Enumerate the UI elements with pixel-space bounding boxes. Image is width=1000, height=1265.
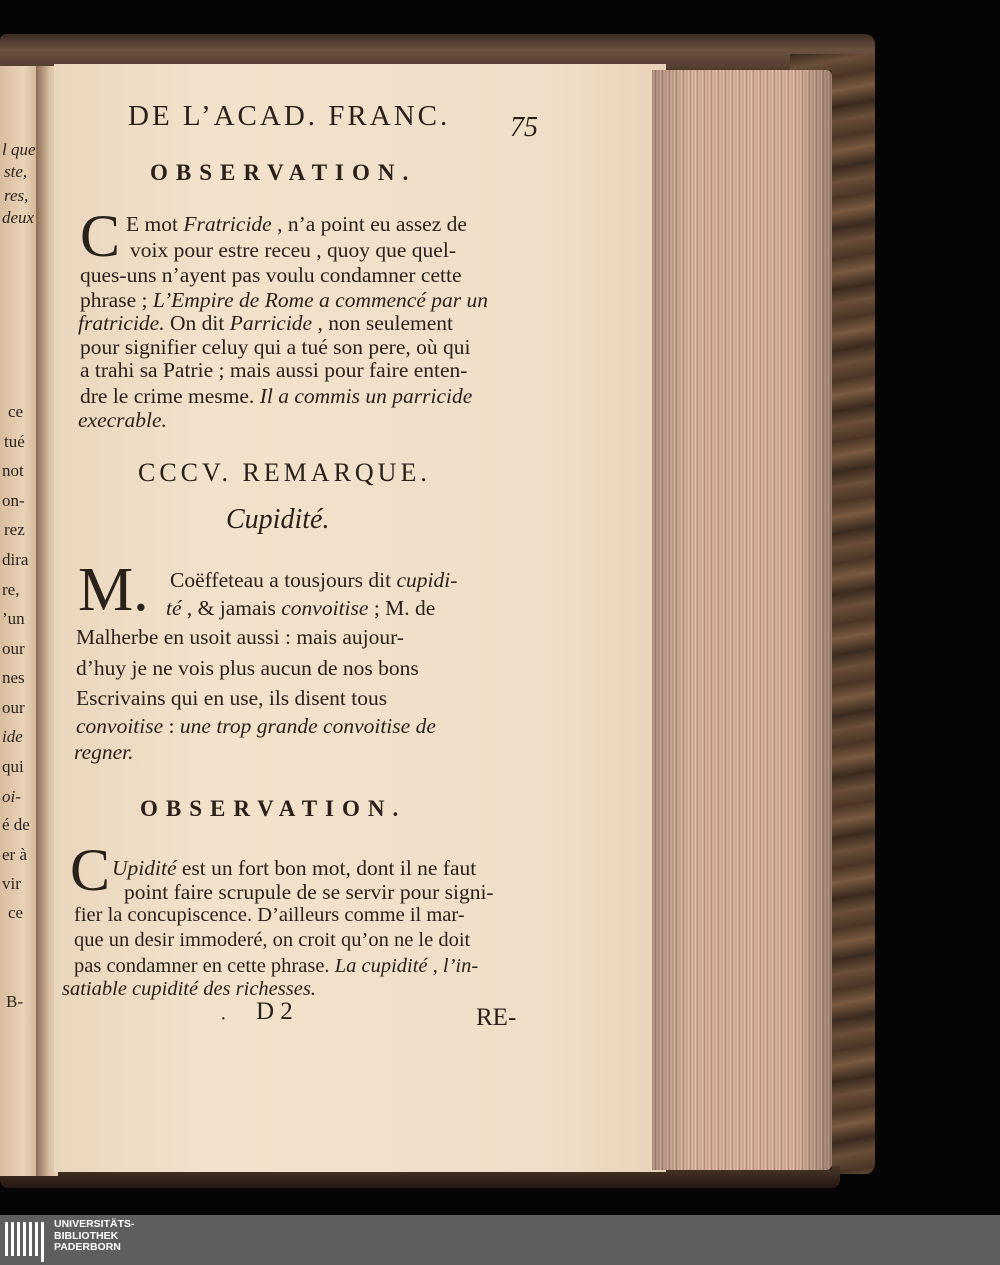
text-line: satiable cupidité des richesses.: [62, 978, 316, 1000]
fragment-text: ce: [8, 402, 24, 421]
text-line: fier la concupiscence. D’ailleurs comme il mar-: [74, 904, 465, 926]
fragment-text: our: [2, 639, 25, 658]
fragment-text: ste,: [4, 162, 28, 181]
fragment-text: not: [2, 461, 24, 480]
catchword: RE-: [476, 1004, 517, 1031]
text-line: pas condamner en cette phrase. La cupidité , l’in-: [74, 955, 479, 977]
fragment-text: our: [2, 698, 25, 717]
fragment-text: rez: [4, 520, 25, 539]
fragment-text: on-: [2, 491, 25, 510]
fragment-text: é de: [2, 815, 30, 834]
text-line: fratricide. On dit Parricide , non seulement: [78, 311, 454, 335]
footer-dot: ·: [220, 1008, 227, 1030]
fragment-text: oi-: [2, 787, 21, 806]
text-line: point faire scrupule de se servir pour signi-: [124, 880, 494, 904]
text-line: convoitise : une trop grande convoitise de: [76, 714, 436, 738]
text-line: phrase ; L’Empire de Rome a commencé par un: [80, 288, 488, 312]
observation-heading: OBSERVATION.: [150, 160, 417, 185]
fragment-text: ’un: [2, 609, 25, 628]
fragment-text: res,: [4, 186, 29, 205]
drop-capital: C: [80, 203, 121, 269]
fragment-text: tué: [4, 432, 25, 451]
text-line: Upidité est un fort bon mot, dont il ne faut: [112, 856, 477, 880]
page-number: 75: [510, 112, 538, 143]
text-line: pour signifier celuy qui a tué son pere, où qui: [80, 335, 471, 359]
library-name: [54, 1219, 135, 1254]
fragment-text: re,: [2, 580, 20, 599]
fragment-text: dira: [2, 550, 29, 569]
text-line: que un desir immoderé, on croit qu’on ne le doit: [74, 929, 471, 951]
library-logo-icon: [4, 1218, 48, 1262]
library-name-line: PADERBORN: [54, 1241, 121, 1253]
drop-capital: M.: [78, 556, 149, 624]
text-line: voix pour estre receu , quoy que quel-: [130, 238, 456, 262]
drop-capital: C: [70, 837, 111, 903]
text-line: té , & jamais convoitise ; M. de: [166, 596, 436, 620]
library-name-line: UNIVERSITÄTS-: [54, 1218, 135, 1230]
fragment-text: er à: [2, 845, 28, 864]
signature-mark: D 2: [256, 998, 293, 1025]
library-footer-bar: [0, 1215, 1000, 1265]
remark-heading: CCCV. REMARQUE.: [138, 458, 431, 487]
text-line: ques-uns n’ayent pas voulu condamner cette: [80, 263, 462, 287]
text-line: Coëffeteau a tousjours dit cupidi-: [170, 568, 458, 592]
text-line: Escrivains qui en use, ils disent tous: [76, 686, 388, 710]
library-name-line: BIBLIOTHEK: [54, 1229, 119, 1242]
text-line: dre le crime mesme. Il a commis un parricide: [80, 384, 473, 408]
text-line: execrable.: [78, 408, 167, 432]
text-line: d’huy je ne vois plus aucun de nos bons: [76, 656, 419, 680]
text-line: E mot Fratricide , n’a point eu assez de: [126, 212, 467, 236]
text-line: Malherbe en usoit aussi : mais aujour-: [76, 625, 404, 649]
fragment-text: vir: [2, 874, 21, 893]
remark-title: Cupidité.: [226, 504, 330, 535]
fragment-text: ide: [2, 727, 23, 746]
fragment-text: B-: [6, 992, 23, 1011]
fragment-text: nes: [2, 668, 25, 687]
fragment-text: deux: [2, 208, 35, 227]
text-line: a trahi sa Patrie ; mais aussi pour faire enten-: [80, 358, 468, 382]
page-edges-shade: [652, 70, 832, 1170]
fragment-text: ce: [8, 903, 24, 922]
running-title: DE L’ACAD. FRANC.: [128, 100, 451, 132]
text-line: regner.: [74, 740, 134, 764]
observation-heading: OBSERVATION.: [140, 796, 407, 821]
fragment-text: qui: [2, 757, 24, 776]
fragment-text: l que: [2, 140, 36, 159]
